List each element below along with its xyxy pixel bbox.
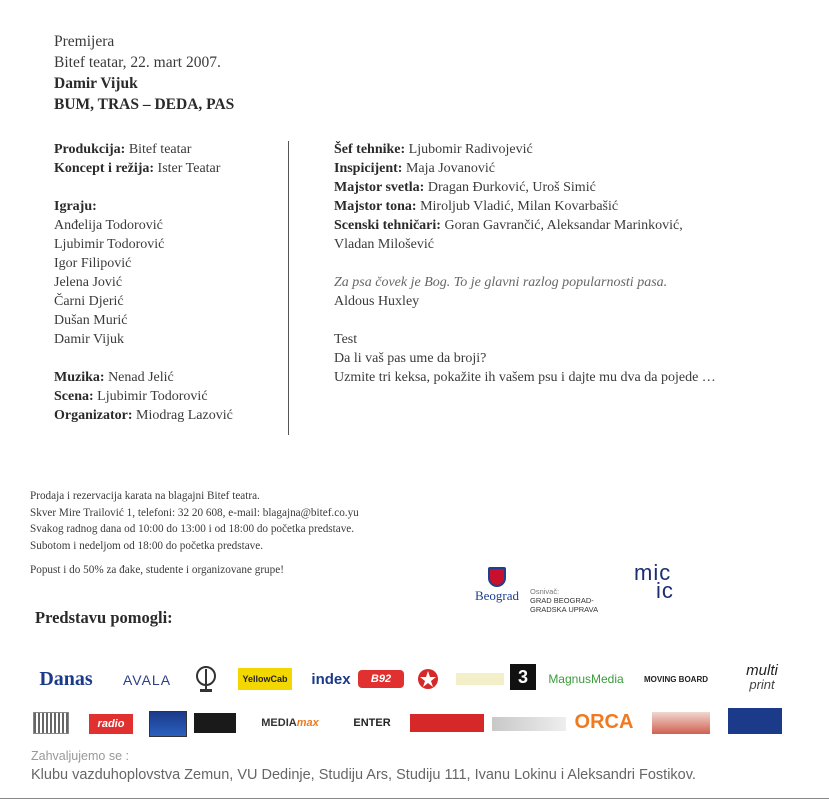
credit-svetla: Majstor svetla: Dragan Đurković, Uroš Simić bbox=[334, 180, 596, 195]
venue-date: Bitef teatar, 22. mart 2007. bbox=[54, 54, 221, 71]
info-line: Prodaja i rezervacija karata na blagajni Bitef teatra. bbox=[30, 490, 260, 502]
thanks-text: Klubu vazduhoplovstva Zemun, VU Dedinje, Studiju Ars, Studiju 111, Ivanu Lokinu i Aleksandri Fostikov. bbox=[31, 767, 696, 783]
tree-emblem-icon bbox=[193, 664, 219, 694]
credit-organizator: Organizator: Miodrag Lazović bbox=[54, 408, 233, 423]
test-question: Da li vaš pas ume da broji? bbox=[334, 351, 487, 366]
credit-tehnicari: Scenski tehničari: Goran Gavrančić, Aleksandar Marinković, bbox=[334, 218, 683, 233]
beograd-logo bbox=[473, 567, 521, 604]
program-header bbox=[54, 31, 234, 115]
building-logo bbox=[652, 712, 710, 734]
blue-logo bbox=[728, 708, 782, 734]
barcode-logo bbox=[33, 712, 69, 734]
dark-station-logo bbox=[194, 713, 236, 733]
index-logo: index bbox=[311, 670, 351, 688]
grey-banner-logo bbox=[492, 717, 566, 731]
sponsors-heading: Predstavu pomogli: bbox=[35, 608, 173, 627]
avala-logo: AVALA bbox=[122, 672, 172, 688]
quote-text: Za psa čovek je Bog. To je glavni razlog popularnosti pasa. bbox=[334, 275, 668, 290]
beograd-crest-icon bbox=[488, 567, 506, 587]
channel-3-logo: 3 bbox=[510, 664, 536, 690]
credit-muzika: Muzika: Nenad Jelić bbox=[54, 370, 174, 385]
danas-logo: Danas bbox=[39, 667, 93, 690]
radio-s-logo: radio bbox=[89, 714, 133, 734]
test-answer: Uzmite tri keksa, pokažite ih vašem psu i dajte mu dva da pojede … bbox=[334, 370, 716, 385]
thanks-label: Zahvaljujemo se : bbox=[31, 749, 129, 763]
cast-member: Igor Filipović bbox=[54, 256, 132, 271]
credits-left bbox=[54, 140, 233, 425]
info-line: Skver Mire Trailović 1, telefoni: 32 20 608, e-mail: blagajna@bitef.co.yu bbox=[30, 506, 359, 519]
cast-member: Dušan Murić bbox=[54, 313, 128, 328]
quote-author: Aldous Huxley bbox=[334, 294, 420, 309]
ticket-info bbox=[30, 488, 359, 579]
info-line: Popust i do 50% za đake, studente i organizovane grupe! bbox=[30, 564, 284, 577]
column-divider bbox=[288, 141, 289, 435]
test-title: Test bbox=[334, 332, 358, 347]
b92-logo: B92 bbox=[358, 670, 404, 688]
credit-inspicijent: Inspicijent: Maja Jovanović bbox=[334, 161, 495, 176]
star-emblem-icon bbox=[416, 666, 440, 692]
premiere-label: Premijera bbox=[54, 33, 115, 50]
credits-right bbox=[334, 140, 716, 387]
bottom-rule bbox=[0, 798, 829, 799]
author-name: Damir Vijuk bbox=[54, 75, 138, 92]
beograd-wordmark: Beograd bbox=[474, 588, 520, 603]
faded-logo bbox=[456, 673, 504, 685]
credit-tona: Majstor tona: Miroljub Vladić, Milan Kovarbašić bbox=[334, 199, 619, 214]
info-line: Svakog radnog dana od 10:00 do 13:00 i od 18:00 do početka predstave. bbox=[30, 523, 355, 536]
mic-logo: mic ic bbox=[634, 560, 674, 603]
play-title: BUM, TRAS – DEDA, PAS bbox=[54, 96, 235, 113]
credit-scena: Scena: Ljubimir Todorović bbox=[54, 389, 208, 404]
magnusmedia-logo: MagnusMedia bbox=[548, 672, 624, 686]
red-banner-logo bbox=[410, 714, 484, 732]
info-line: Subotom i nedeljom od 18:00 do početka predstave. bbox=[30, 539, 264, 552]
founder-text: Osnivač: GRAD BEOGRAD- GRADSKA UPRAVA bbox=[530, 587, 599, 614]
cast-member: Damir Vijuk bbox=[54, 332, 125, 347]
cast-heading: Igraju: bbox=[54, 199, 97, 214]
credit-tehnicari-cont: Vladan Milošević bbox=[334, 237, 434, 252]
credit-produkcija: Produkcija: Bitef teatar bbox=[54, 142, 192, 157]
cast-member: Anđelija Todorović bbox=[54, 218, 163, 233]
multiprint-logo: multi print bbox=[746, 662, 778, 692]
cast-member: Jelena Jović bbox=[54, 275, 123, 290]
moving-board-logo: MOVING BOARD bbox=[644, 674, 708, 684]
credit-sef-tehnike: Šef tehnike: Ljubomir Radivojević bbox=[334, 142, 533, 157]
yellowcab-logo: YellowCab bbox=[238, 668, 292, 690]
enter-logo: ENTER bbox=[353, 717, 391, 729]
cast-member: Ljubimir Todorović bbox=[54, 237, 165, 252]
cast-member: Čarni Djerić bbox=[54, 294, 124, 309]
orca-logo: ORCA bbox=[574, 710, 634, 733]
mediamax-logo: MEDIA max bbox=[261, 717, 319, 729]
radio-station-logo bbox=[149, 711, 187, 737]
credit-koncept: Koncept i režija: Ister Teatar bbox=[54, 161, 221, 176]
